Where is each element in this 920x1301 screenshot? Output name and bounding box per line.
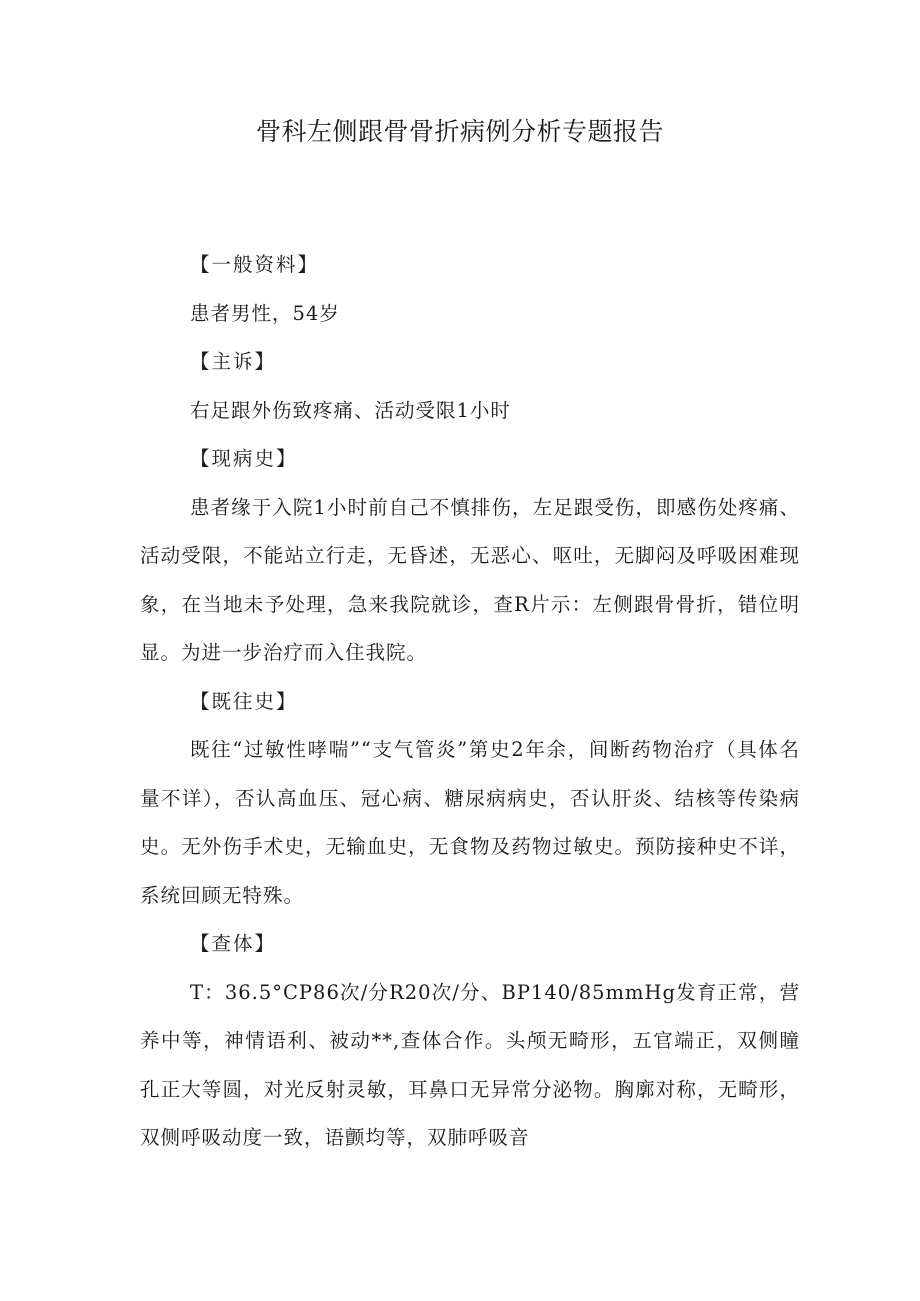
physical-exam-text: T：36.5°CP86次/分R20次/分、BP140/85mmHg发育正常，营养中等，神情语利、被动**,查体合作。头颅无畸形，五官端正，双侧瞳孔正大等圆，对光反射灵敏，耳鼻口无异常分泌物。胸廓对称，无畸形，双侧呼吸动度一致，语颤均等，双肺呼吸音 bbox=[140, 980, 800, 1149]
section-heading-present-illness: 【现病史】 bbox=[190, 447, 298, 470]
section-heading-general-info: 【一般资料】 bbox=[190, 253, 320, 276]
section-heading-chief-complaint: 【主诉】 bbox=[190, 350, 277, 373]
past-history-text: 既往“过敏性哮喘”“支气管炎”第史2年余，间断药物治疗（具体名量不详），否认高血压、冠心病、糖尿病病史，否认肝炎、结核等传染病史。无外伤手术史，无输血史，无食物及药物过敏史。预防接种史不详，系统回顾无特殊。 bbox=[140, 738, 800, 907]
document-body bbox=[140, 241, 800, 1163]
chief-complaint-text: 右足跟外伤致疼痛、活动受限1小时 bbox=[190, 398, 511, 422]
section-heading-physical-exam: 【查体】 bbox=[190, 932, 277, 955]
document-title: 骨科左侧跟骨骨折病例分析专题报告 bbox=[255, 117, 664, 146]
section-heading-past-history: 【既往史】 bbox=[190, 689, 298, 713]
present-illness-text: 患者缘于入院1小时前自己不慎排伤，左足跟受伤，即感伤处疼痛、活动受限，不能站立行走，无昏述，无恶心、呕吐，无脚闷及呼吸困难现象，在当地未予处理，急来我院就诊，查R片示：左侧跟骨骨折，错位明显。为进一步治疗而入住我院。 bbox=[140, 495, 800, 664]
general-info-text: 患者男性，54岁 bbox=[190, 301, 340, 325]
